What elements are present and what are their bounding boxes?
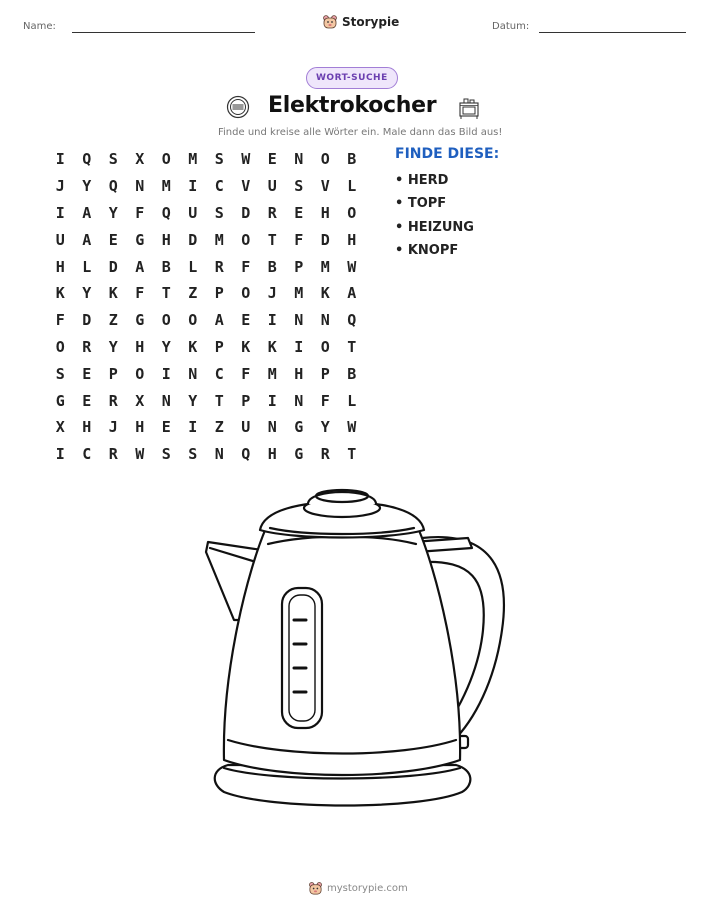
grid-letter[interactable]: D xyxy=(82,311,92,330)
grid-letter[interactable]: X xyxy=(135,391,145,410)
grid-letter[interactable]: S xyxy=(214,150,224,169)
grid-letter[interactable]: N xyxy=(294,311,304,330)
grid-letter[interactable]: R xyxy=(108,445,118,464)
grid-row xyxy=(47,414,365,441)
grid-letter[interactable]: S xyxy=(108,150,118,169)
storypie-logo-icon xyxy=(308,881,323,896)
kettle-illustration xyxy=(190,480,520,825)
grid-letter[interactable]: C xyxy=(214,364,224,383)
grid-letter[interactable]: V xyxy=(241,177,251,196)
grid-letter[interactable]: L xyxy=(347,177,357,196)
grid-letter[interactable]: H xyxy=(82,418,92,437)
grid-letter[interactable]: U xyxy=(267,177,277,196)
category-badge: WORT-SUCHE xyxy=(306,67,398,89)
stove-icon xyxy=(456,94,482,120)
grid-letter[interactable]: E xyxy=(108,230,118,249)
grid-letter[interactable]: I xyxy=(188,418,198,437)
grid-letter[interactable]: E xyxy=(82,391,92,410)
grid-letter[interactable]: S xyxy=(214,203,224,222)
grid-letter[interactable]: A xyxy=(214,311,224,330)
grid-letter[interactable]: U xyxy=(188,203,198,222)
grid-letter[interactable]: R xyxy=(214,257,224,276)
grid-letter[interactable]: B xyxy=(347,364,357,383)
grid-letter[interactable]: M xyxy=(267,364,277,383)
grid-letter[interactable]: E xyxy=(161,418,171,437)
grid-letter[interactable]: E xyxy=(294,203,304,222)
grid-letter[interactable]: I xyxy=(294,337,304,356)
grid-letter[interactable]: P xyxy=(214,284,224,303)
grid-letter[interactable]: O xyxy=(55,337,65,356)
name-line[interactable] xyxy=(72,32,255,33)
grid-letter[interactable]: I xyxy=(55,203,65,222)
grid-letter[interactable]: B xyxy=(347,150,357,169)
grid-letter[interactable]: T xyxy=(267,230,277,249)
grid-letter[interactable]: I xyxy=(55,150,65,169)
grid-letter[interactable]: P xyxy=(108,364,118,383)
grid-row xyxy=(47,387,365,414)
brand-header xyxy=(322,14,399,30)
grid-row xyxy=(47,200,365,227)
grid-letter[interactable]: X xyxy=(135,150,145,169)
grid-row xyxy=(47,173,365,200)
grid-letter[interactable]: I xyxy=(267,311,277,330)
grid-letter[interactable]: Q xyxy=(241,445,251,464)
grid-letter[interactable]: R xyxy=(108,391,118,410)
grid-letter[interactable]: O xyxy=(320,150,330,169)
grid-letter[interactable]: S xyxy=(55,364,65,383)
grid-letter[interactable]: S xyxy=(294,177,304,196)
grid-letter[interactable]: G xyxy=(294,445,304,464)
grid-letter[interactable]: A xyxy=(82,230,92,249)
grid-letter[interactable]: J xyxy=(267,284,277,303)
grid-letter[interactable]: N xyxy=(294,150,304,169)
word-search-grid xyxy=(47,146,365,468)
grid-letter[interactable]: Y xyxy=(108,337,118,356)
grid-letter[interactable]: O xyxy=(161,150,171,169)
grid-letter[interactable]: H xyxy=(294,364,304,383)
grid-letter[interactable]: D xyxy=(241,203,251,222)
grid-letter[interactable]: H xyxy=(55,257,65,276)
grid-letter[interactable]: D xyxy=(188,230,198,249)
grid-letter[interactable]: G xyxy=(135,230,145,249)
grid-row xyxy=(47,360,365,387)
grid-letter[interactable]: W xyxy=(135,445,145,464)
grid-letter[interactable]: Q xyxy=(347,311,357,330)
grid-letter[interactable]: J xyxy=(108,418,118,437)
grid-letter[interactable]: Q xyxy=(82,150,92,169)
footer-url: mystorypie.com xyxy=(327,883,408,894)
grid-letter[interactable]: Q xyxy=(161,203,171,222)
grid-letter[interactable]: L xyxy=(188,257,198,276)
grid-letter[interactable]: S xyxy=(188,445,198,464)
grid-letter[interactable]: T xyxy=(214,391,224,410)
grid-letter[interactable]: C xyxy=(214,177,224,196)
grid-letter[interactable]: T xyxy=(161,284,171,303)
grid-letter[interactable]: T xyxy=(347,445,357,464)
grid-letter[interactable]: Z xyxy=(214,418,224,437)
instructions: Finde und kreise alle Wörter ein. Male dann das Bild aus! xyxy=(218,127,503,138)
grid-letter[interactable]: M xyxy=(320,257,330,276)
grid-letter[interactable]: W xyxy=(347,418,357,437)
brand-name: Storypie xyxy=(342,15,400,29)
grid-letter[interactable]: R xyxy=(82,337,92,356)
knob-icon xyxy=(226,95,250,119)
grid-letter[interactable]: R xyxy=(267,203,277,222)
word-item: • HEIZUNG xyxy=(395,219,474,235)
grid-letter[interactable]: H xyxy=(161,230,171,249)
grid-letter[interactable]: U xyxy=(241,418,251,437)
grid-letter[interactable]: A xyxy=(347,284,357,303)
grid-letter[interactable]: N xyxy=(135,177,145,196)
grid-letter[interactable]: Y xyxy=(108,203,118,222)
grid-letter[interactable]: O xyxy=(347,203,357,222)
grid-letter[interactable]: P xyxy=(241,391,251,410)
grid-letter[interactable]: S xyxy=(161,445,171,464)
grid-letter[interactable]: K xyxy=(241,337,251,356)
grid-letter[interactable]: P xyxy=(320,364,330,383)
word-item: • KNOPF xyxy=(395,243,459,259)
grid-letter[interactable]: W xyxy=(347,257,357,276)
find-list-title: FINDE DIESE: xyxy=(395,146,500,162)
grid-row xyxy=(47,226,365,253)
grid-letter[interactable]: Q xyxy=(108,177,118,196)
date-label: Datum: xyxy=(492,21,530,32)
grid-letter[interactable]: C xyxy=(82,445,92,464)
grid-letter[interactable]: F xyxy=(320,391,330,410)
grid-letter[interactable]: O xyxy=(320,337,330,356)
grid-letter[interactable]: H xyxy=(320,203,330,222)
grid-letter[interactable]: N xyxy=(294,391,304,410)
grid-letter[interactable]: I xyxy=(161,364,171,383)
grid-letter[interactable]: O xyxy=(161,311,171,330)
grid-letter[interactable]: U xyxy=(55,230,65,249)
grid-letter[interactable]: O xyxy=(241,230,251,249)
grid-letter[interactable]: D xyxy=(108,257,118,276)
grid-letter[interactable]: M xyxy=(188,150,198,169)
grid-row xyxy=(47,280,365,307)
grid-letter[interactable]: P xyxy=(214,337,224,356)
grid-letter[interactable]: H xyxy=(267,445,277,464)
grid-letter[interactable]: O xyxy=(241,284,251,303)
grid-letter[interactable]: G xyxy=(135,311,145,330)
grid-letter[interactable]: A xyxy=(135,257,145,276)
grid-letter[interactable]: F xyxy=(135,203,145,222)
grid-letter[interactable]: N xyxy=(267,418,277,437)
grid-letter[interactable]: L xyxy=(347,391,357,410)
grid-letter[interactable]: A xyxy=(82,203,92,222)
grid-letter[interactable]: X xyxy=(55,418,65,437)
storypie-logo-icon xyxy=(322,14,338,30)
word-list xyxy=(395,169,474,263)
grid-letter[interactable]: K xyxy=(55,284,65,303)
grid-letter[interactable]: D xyxy=(320,230,330,249)
grid-letter[interactable]: Y xyxy=(82,284,92,303)
grid-letter[interactable]: K xyxy=(267,337,277,356)
grid-letter[interactable]: Y xyxy=(188,391,198,410)
grid-letter[interactable]: H xyxy=(135,418,145,437)
grid-letter[interactable]: F xyxy=(294,230,304,249)
grid-row xyxy=(47,146,365,173)
footer xyxy=(308,881,408,896)
grid-letter[interactable]: I xyxy=(267,391,277,410)
grid-letter[interactable]: N xyxy=(214,445,224,464)
grid-letter[interactable]: F xyxy=(55,311,65,330)
grid-letter[interactable]: V xyxy=(320,177,330,196)
grid-letter[interactable]: K xyxy=(320,284,330,303)
grid-letter[interactable]: H xyxy=(135,337,145,356)
grid-letter[interactable]: H xyxy=(347,230,357,249)
word-item: • TOPF xyxy=(395,196,447,212)
grid-letter[interactable]: E xyxy=(241,311,251,330)
word-item: • HERD xyxy=(395,173,449,188)
grid-letter[interactable]: O xyxy=(135,364,145,383)
grid-letter[interactable]: K xyxy=(108,284,118,303)
grid-letter[interactable]: F xyxy=(241,257,251,276)
grid-letter[interactable]: F xyxy=(135,284,145,303)
grid-letter[interactable]: Z xyxy=(108,311,118,330)
grid-row xyxy=(47,334,365,361)
grid-letter[interactable]: G xyxy=(55,391,65,410)
grid-letter[interactable]: J xyxy=(55,177,65,196)
grid-letter[interactable]: Y xyxy=(82,177,92,196)
grid-letter[interactable]: T xyxy=(347,337,357,356)
grid-letter[interactable]: O xyxy=(188,311,198,330)
grid-letter[interactable]: F xyxy=(241,364,251,383)
grid-letter[interactable]: R xyxy=(320,445,330,464)
date-line[interactable] xyxy=(539,32,686,33)
grid-letter[interactable]: L xyxy=(82,257,92,276)
grid-letter[interactable]: I xyxy=(55,445,65,464)
grid-letter[interactable]: B xyxy=(267,257,277,276)
grid-letter[interactable]: B xyxy=(161,257,171,276)
grid-letter[interactable]: W xyxy=(241,150,251,169)
grid-letter[interactable]: M xyxy=(214,230,224,249)
grid-letter[interactable]: P xyxy=(294,257,304,276)
grid-letter[interactable]: Y xyxy=(161,337,171,356)
grid-letter[interactable]: N xyxy=(161,391,171,410)
grid-letter[interactable]: I xyxy=(188,177,198,196)
page-title: Elektrokocher xyxy=(268,93,437,118)
grid-letter[interactable]: Z xyxy=(188,284,198,303)
name-label: Name: xyxy=(23,21,56,32)
grid-letter[interactable]: N xyxy=(320,311,330,330)
grid-row xyxy=(47,441,365,468)
grid-letter[interactable]: M xyxy=(294,284,304,303)
grid-letter[interactable]: E xyxy=(267,150,277,169)
grid-row xyxy=(47,307,365,334)
grid-letter[interactable]: M xyxy=(161,177,171,196)
grid-letter[interactable]: G xyxy=(294,418,304,437)
grid-letter[interactable]: K xyxy=(188,337,198,356)
grid-letter[interactable]: N xyxy=(188,364,198,383)
grid-letter[interactable]: Y xyxy=(320,418,330,437)
grid-row xyxy=(47,253,365,280)
grid-letter[interactable]: E xyxy=(82,364,92,383)
